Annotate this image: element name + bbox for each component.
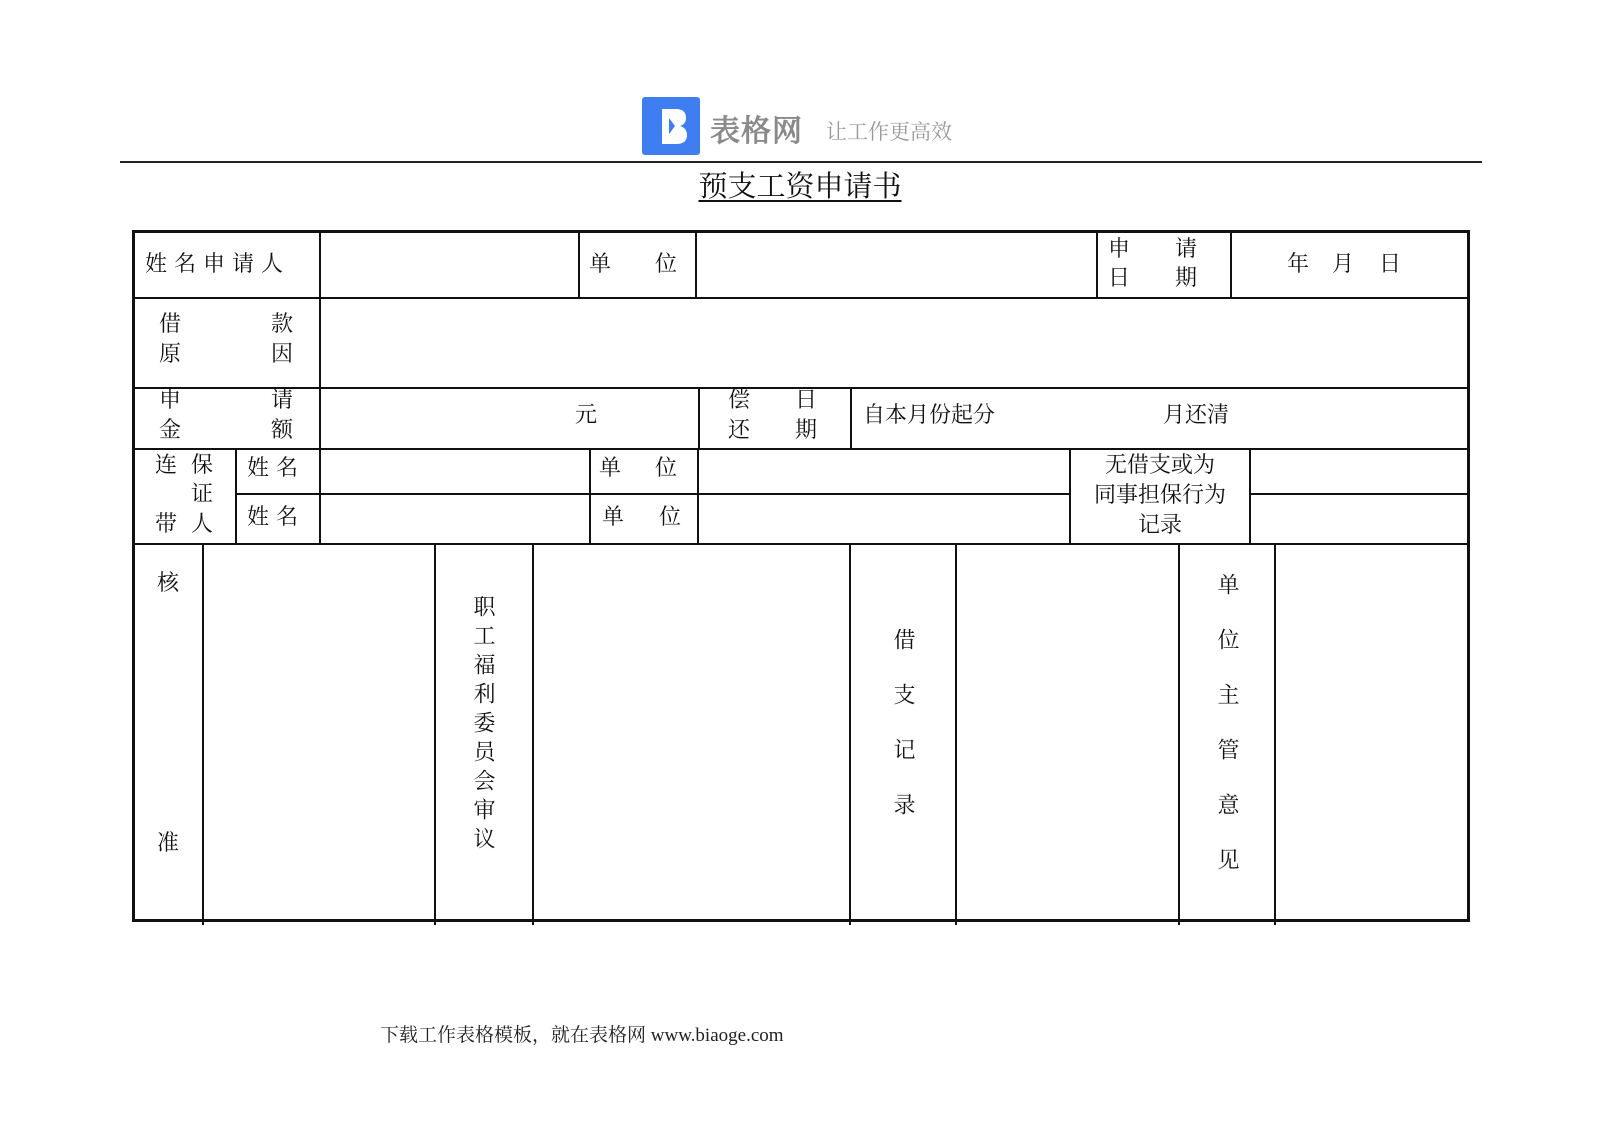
guarantor-label-char: 证 [191,482,214,507]
date-year-label: 年 [1287,252,1310,277]
guarantor-label-char: 保 [191,453,214,478]
brand-name: 表格网 [710,114,803,149]
amount-label-char: 申 [159,388,182,413]
apply-date-label-char: 日 [1108,266,1131,291]
welfare-committee-review-label: 职工福利委员会审议 [470,595,495,856]
unit-label-char: 位 [655,252,678,277]
yuan-unit: 元 [575,403,598,428]
apply-date-label-char: 期 [1175,266,1198,291]
repay-date-label-char: 期 [795,418,818,443]
manager-opinion-label: 单位主管意见 [1214,573,1239,903]
apply-date-label-char: 请 [1175,237,1198,262]
guarantor-unit-label-char: 单 [599,456,622,481]
footer-text: 下载工作表格模板，就在表格网 www.biaoge.com [380,1025,784,1046]
amount-label-char: 请 [271,388,294,413]
approve-label-char: 准 [157,831,180,856]
applicant-name-label: 姓 名 申 请 人 [145,252,283,277]
unit-label-char: 单 [589,252,612,277]
biaoge-logo-icon [642,97,700,155]
date-day-label: 日 [1379,252,1402,277]
guarantee-record-label: 同事担保行为 [1093,483,1226,508]
reason-label-char: 借 [159,312,182,337]
guarantor-unit-label-char: 位 [655,456,678,481]
approve-label-char: 核 [157,571,180,596]
amount-label-char: 金 [159,418,182,443]
repay-until-text: 月还清 [1163,403,1230,428]
loan-record-label: 借支记录 [890,628,915,848]
header-divider [120,161,1482,163]
date-month-label: 月 [1332,252,1355,277]
guarantor-unit-label-char: 单 [602,505,625,530]
brand-slogan: 让工作更高效 [826,120,952,144]
document-title: 预支工资申请书 [698,169,902,203]
repay-from-text: 自本月份起分 [863,403,996,428]
repay-date-label-char: 偿 [728,388,751,413]
guarantee-record-label: 无借支或为 [1104,453,1215,478]
guarantor-label-char: 带 [155,512,178,537]
reason-label-char: 款 [271,312,294,337]
apply-date-label-char: 申 [1108,237,1131,262]
amount-label-char: 额 [271,418,294,443]
guarantor-name-label: 姓 名 [247,505,298,530]
repay-date-label-char: 还 [728,418,751,443]
guarantor-label-char: 连 [155,453,178,478]
guarantor-label-char: 人 [191,512,214,537]
repay-date-label-char: 日 [795,388,818,413]
guarantor-name-label: 姓 名 [247,456,298,481]
reason-label-char: 因 [271,342,294,367]
reason-label-char: 原 [159,342,182,367]
application-form-table [132,230,1470,922]
guarantor-unit-label-char: 位 [659,505,682,530]
guarantee-record-label: 记录 [1137,513,1182,538]
